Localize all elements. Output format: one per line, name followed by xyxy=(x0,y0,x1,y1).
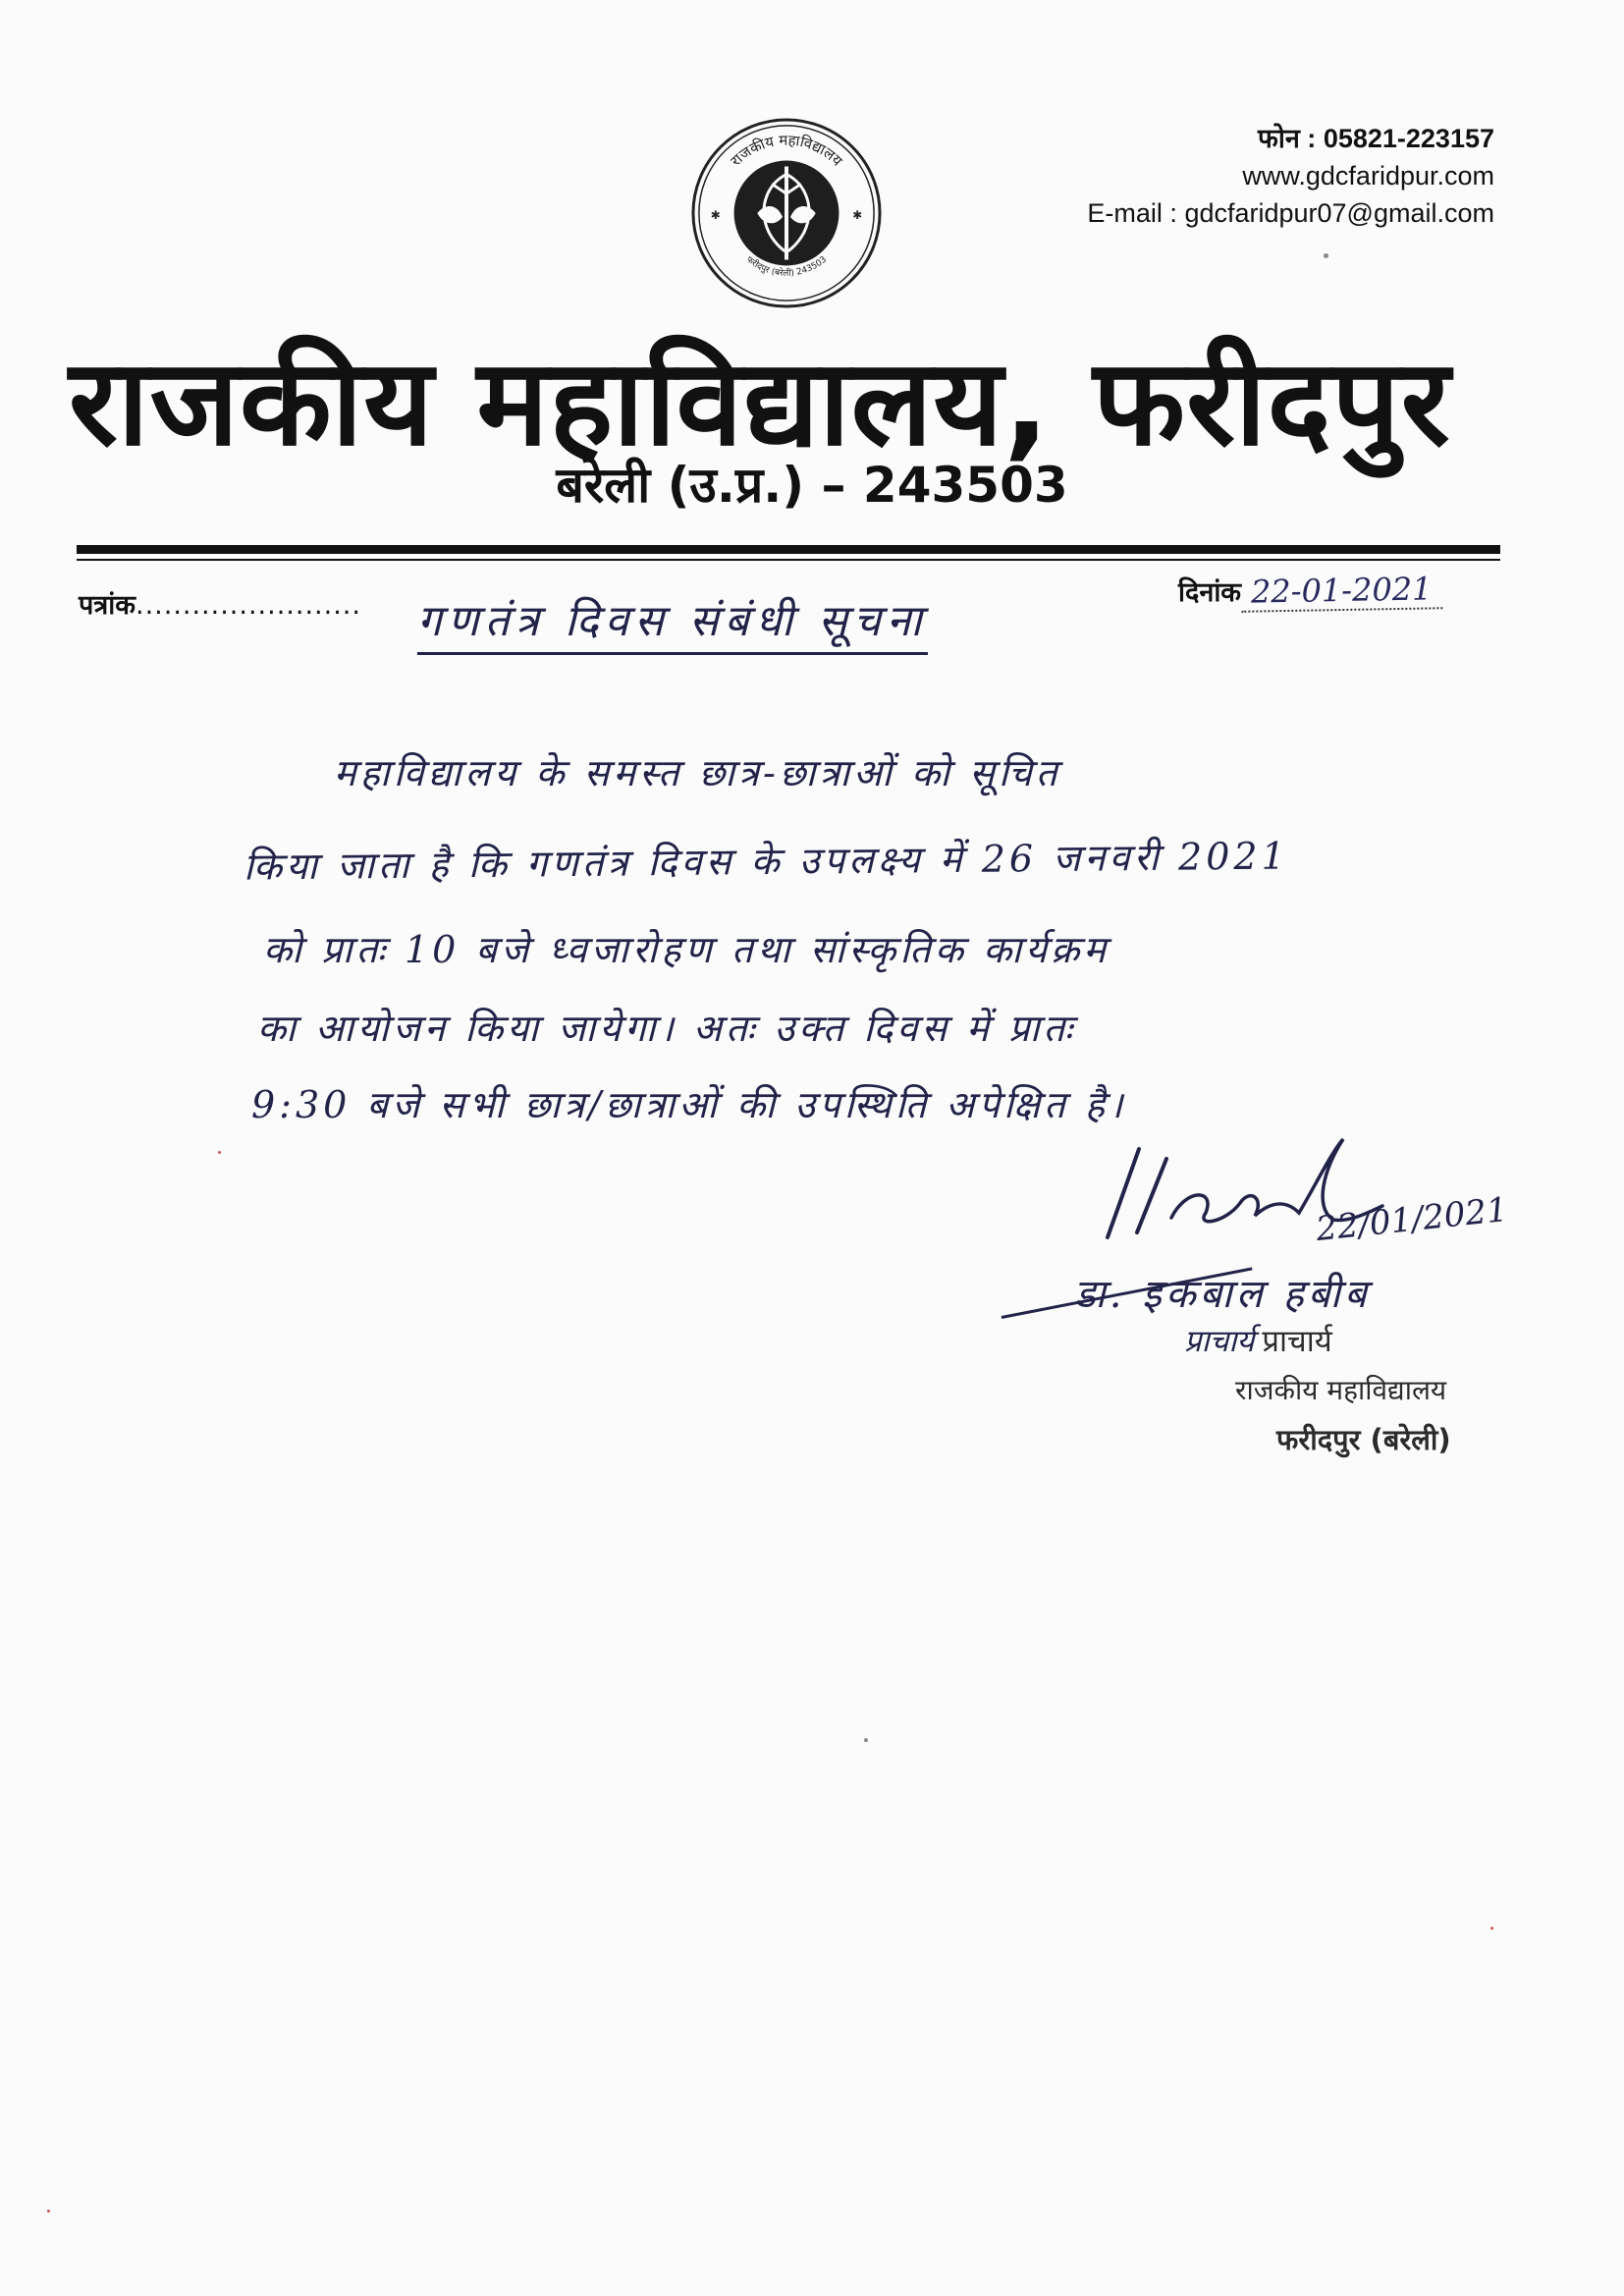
college-name-heading: राजकीय महाविद्यालय, फरीदपुर xyxy=(69,333,1451,472)
seal-top-text: राजकीय महाविद्यालय xyxy=(727,131,846,170)
designation-handwritten: प्राचार्य xyxy=(1184,1324,1255,1359)
date-label: दिनांक xyxy=(1178,577,1242,608)
signature-date: 22/01/2021 xyxy=(1314,1189,1510,1250)
date-field xyxy=(1178,572,1442,611)
scan-speck xyxy=(1324,253,1328,258)
scan-speck xyxy=(864,1738,868,1742)
contact-block xyxy=(1087,120,1494,232)
designation-stamp xyxy=(1184,1320,1332,1361)
notice-line-1: महाविद्यालय के समस्त छात्र-छात्राओं को सूचित xyxy=(334,751,1061,794)
ref-value: ........................ xyxy=(135,590,361,621)
seal-bottom-text: फरीदपुर (बरेली) 243503 xyxy=(743,254,830,279)
header-rule-thin xyxy=(77,559,1500,561)
phone-label: फोन : xyxy=(1258,124,1317,153)
stamp-place: फरीदपुर (बरेली) xyxy=(1276,1423,1451,1456)
ref-label: पत्रांक xyxy=(79,590,135,621)
website: www.gdcfaridpur.com xyxy=(1242,161,1494,191)
notice-line-2: किया जाता है कि गणतंत्र दिवस के उपलक्ष्य में 26 जनवरी 2021 xyxy=(243,834,1289,889)
reference-number xyxy=(79,585,361,622)
signatory-name: डा. इकबाल हबीब xyxy=(1074,1272,1371,1317)
email-label: E-mail : xyxy=(1087,198,1177,228)
scan-speck xyxy=(1490,1927,1493,1930)
notice-line-3: को प्रातः 10 बजे ध्वजारोहण तथा सांस्कृतिक कार्यक्रम xyxy=(263,928,1110,971)
notice-line-5: 9:30 बजे सभी छात्र/छात्राओं की उपस्थिति अपेक्षित है। xyxy=(251,1083,1127,1126)
college-address: बरेली (उ.प्र.) – 243503 xyxy=(556,457,1068,514)
svg-text:✱: ✱ xyxy=(852,207,863,222)
stamp-college-name: राजकीय महाविद्यालय xyxy=(1235,1374,1447,1406)
phone-line xyxy=(1087,120,1494,157)
notice-line-4: का आयोजन किया जायेगा। अतः उक्त दिवस में प्रातः xyxy=(257,1007,1076,1050)
email-address: gdcfaridpur07@gmail.com xyxy=(1184,198,1494,228)
date-value: 22-01-2021 xyxy=(1241,570,1442,613)
phone-number: 05821-223157 xyxy=(1323,124,1494,153)
scan-speck xyxy=(218,1151,221,1154)
college-seal-logo xyxy=(689,116,884,310)
email-line xyxy=(1087,194,1494,232)
notice-subject: गणतंत्र दिवस संबंधी सूचना xyxy=(417,589,928,655)
svg-text:✱: ✱ xyxy=(710,207,721,222)
designation-printed: प्राचार्य xyxy=(1262,1324,1332,1359)
header-rule-thick xyxy=(77,545,1500,554)
scan-speck xyxy=(47,2210,50,2213)
